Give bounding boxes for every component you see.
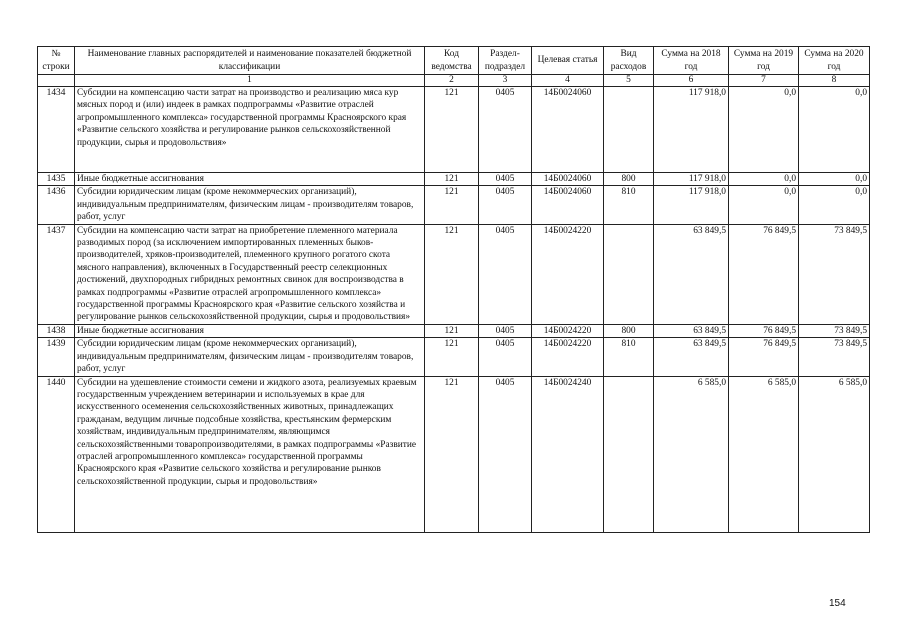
row-vedomstvo: 121 — [425, 224, 479, 324]
row-sum-2018: 63 849,5 — [654, 224, 729, 324]
column-number: 8 — [799, 75, 870, 87]
row-statya: 14Б0024220 — [532, 338, 604, 376]
row-sum-2018: 117 918,0 — [654, 173, 729, 186]
column-number: 5 — [604, 75, 654, 87]
row-vedomstvo: 121 — [425, 186, 479, 224]
row-sum-2019: 0,0 — [729, 173, 799, 186]
header-sum-2020: Сумма на 2020 год — [799, 47, 870, 75]
header-sum-2018: Сумма на 2018 год — [654, 47, 729, 75]
row-sum-2020: 73 849,5 — [799, 338, 870, 376]
row-number: 1437 — [38, 224, 75, 324]
table-row — [38, 338, 870, 376]
column-number: 1 — [75, 75, 425, 87]
header-vid: Вид расходов — [604, 47, 654, 75]
column-number — [38, 75, 75, 87]
row-vid: 810 — [604, 186, 654, 224]
row-sum-2020: 0,0 — [799, 186, 870, 224]
row-name: Субсидии на удешевление стоимости семени и жидкого азота, реализуемых краевым государственным учреждением ветеринарии и используемых в крае для искусственного осеменения сельскохозяйственных животных, принадлежащих гражданам, ведущим личные подсобные хозяйства, крестьянским фермерским хозяйствам, индивидуальным предпринимателям, являющимся сельскохозяйственными товаропроизводителями, в рамках подпрограммы «Развитие отраслей агропромышленного комплекса» государственной программы Красноярского края «Развитие сельского хозяйства и регулирование рынков сельскохозяйственной продукции, сырья и продовольствия» — [75, 376, 425, 532]
row-vedomstvo: 121 — [425, 324, 479, 337]
row-name: Субсидии юридическим лицам (кроме некоммерческих организаций), индивидуальным предпринимателям, физическим лицам - производителям товаров, работ, услуг — [75, 338, 425, 376]
row-vid: 800 — [604, 324, 654, 337]
row-sum-2018: 117 918,0 — [654, 186, 729, 224]
table-row — [38, 87, 870, 173]
column-number-row — [38, 75, 870, 87]
row-sum-2018: 63 849,5 — [654, 324, 729, 337]
row-razdel: 0405 — [479, 173, 532, 186]
row-name: Субсидии на компенсацию части затрат на приобретение племенного материала разводимых пород (за исключением импортированных племенных быков-производителей, хряков-производителей, племенного крупного рогатого скота мясного направления), включенных в Государственный реестр селекционных достижений, двухпородных гибридных ремонтных свинок для воспроизводства в рамках подпрограммы «Развитие отраслей агропромышленного комплекса» государственной программы Красноярского края «Развитие сельского хозяйства и регулирование рынков сельскохозяйственной продукции, сырья и продовольствия» — [75, 224, 425, 324]
header-statya: Целевая статья — [532, 47, 604, 75]
row-sum-2018: 117 918,0 — [654, 87, 729, 173]
budget-table — [37, 46, 870, 533]
row-vedomstvo: 121 — [425, 376, 479, 532]
row-vedomstvo: 121 — [425, 87, 479, 173]
table-row — [38, 224, 870, 324]
row-vedomstvo: 121 — [425, 173, 479, 186]
column-number: 4 — [532, 75, 604, 87]
row-razdel: 0405 — [479, 324, 532, 337]
row-sum-2019: 76 849,5 — [729, 324, 799, 337]
row-vedomstvo: 121 — [425, 338, 479, 376]
row-razdel: 0405 — [479, 186, 532, 224]
row-sum-2018: 63 849,5 — [654, 338, 729, 376]
row-vid: 810 — [604, 338, 654, 376]
header-vedomstvo: Код ведомства — [425, 47, 479, 75]
row-vid: 800 — [604, 173, 654, 186]
table-row — [38, 324, 870, 337]
page-number: 154 — [829, 598, 846, 609]
header-row-number: № строки — [38, 47, 75, 75]
column-number: 2 — [425, 75, 479, 87]
row-name: Субсидии юридическим лицам (кроме некоммерческих организаций), индивидуальным предпринимателям, физическим лицам - производителям товаров, работ, услуг — [75, 186, 425, 224]
header-razdel: Раздел-подраздел — [479, 47, 532, 75]
row-statya: 14Б0024220 — [532, 324, 604, 337]
row-sum-2019: 76 849,5 — [729, 224, 799, 324]
row-statya: 14Б0024060 — [532, 186, 604, 224]
row-number: 1438 — [38, 324, 75, 337]
row-vid — [604, 224, 654, 324]
row-name: Иные бюджетные ассигнования — [75, 173, 425, 186]
column-number: 7 — [729, 75, 799, 87]
row-number: 1434 — [38, 87, 75, 173]
row-razdel: 0405 — [479, 376, 532, 532]
row-name: Иные бюджетные ассигнования — [75, 324, 425, 337]
row-razdel: 0405 — [479, 87, 532, 173]
row-sum-2020: 0,0 — [799, 87, 870, 173]
row-name: Субсидии на компенсацию части затрат на производство и реализацию мяса кур мясных пород и (или) индеек в рамках подпрограммы «Развитие отраслей агропромышленного комплекса» государственной программы Красноярского края «Развитие сельского хозяйства и регулирование рынков сельскохозяйственной продукции, сырья и продовольствия» — [75, 87, 425, 173]
column-number: 3 — [479, 75, 532, 87]
row-razdel: 0405 — [479, 224, 532, 324]
row-razdel: 0405 — [479, 338, 532, 376]
row-sum-2019: 0,0 — [729, 186, 799, 224]
table-row — [38, 186, 870, 224]
header-name: Наименование главных распорядителей и наименование показателей бюджетной классификации — [75, 47, 425, 75]
row-vid — [604, 376, 654, 532]
row-vid — [604, 87, 654, 173]
row-statya: 14Б0024240 — [532, 376, 604, 532]
row-statya: 14Б0024060 — [532, 87, 604, 173]
row-sum-2020: 73 849,5 — [799, 324, 870, 337]
table-row — [38, 376, 870, 532]
row-number: 1439 — [38, 338, 75, 376]
row-sum-2020: 6 585,0 — [799, 376, 870, 532]
row-sum-2020: 73 849,5 — [799, 224, 870, 324]
column-number: 6 — [654, 75, 729, 87]
row-sum-2019: 0,0 — [729, 87, 799, 173]
row-statya: 14Б0024220 — [532, 224, 604, 324]
table-row — [38, 173, 870, 186]
row-number: 1440 — [38, 376, 75, 532]
row-number: 1435 — [38, 173, 75, 186]
header-sum-2019: Сумма на 2019 год — [729, 47, 799, 75]
row-statya: 14Б0024060 — [532, 173, 604, 186]
table-header-row — [38, 47, 870, 75]
row-sum-2020: 0,0 — [799, 173, 870, 186]
row-sum-2019: 76 849,5 — [729, 338, 799, 376]
row-sum-2019: 6 585,0 — [729, 376, 799, 532]
row-number: 1436 — [38, 186, 75, 224]
row-sum-2018: 6 585,0 — [654, 376, 729, 532]
